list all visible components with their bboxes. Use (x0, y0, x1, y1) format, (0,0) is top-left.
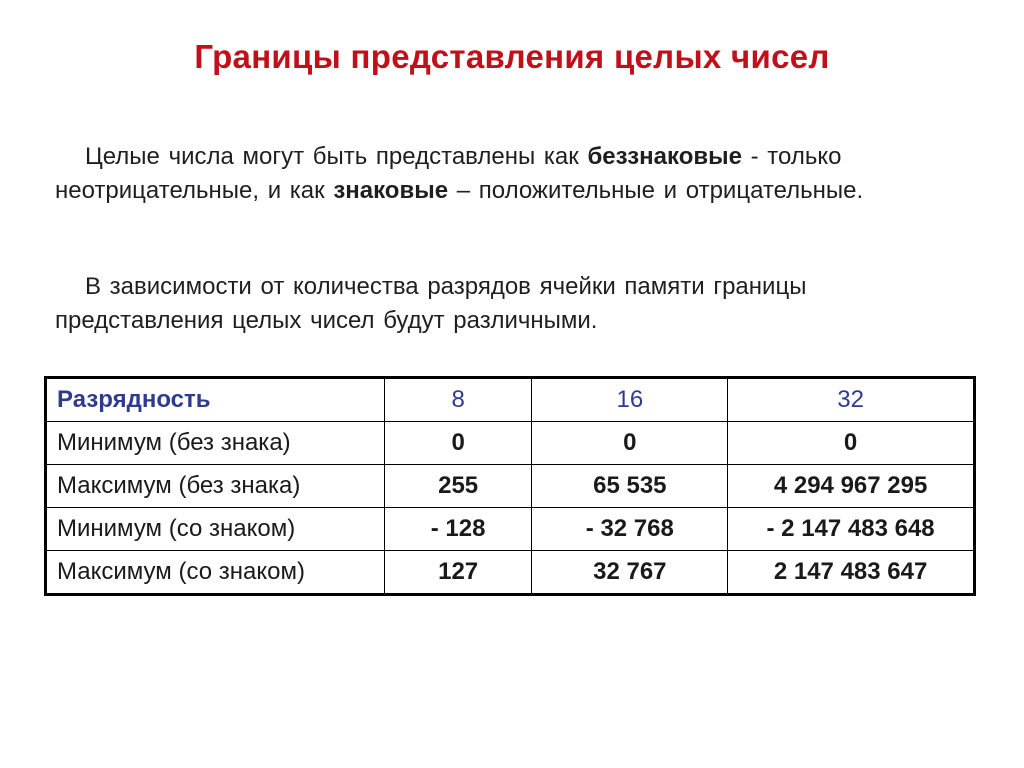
value-cell: 32 767 (532, 551, 728, 595)
bit-depth-paragraph: В зависимости от количества разрядов ячейки памяти границы представления целых чисел будут различными. (55, 273, 807, 334)
intro-text-2: - только неотрицательные, и как (55, 143, 842, 204)
slide-title: Границы представления целых чисел (194, 38, 830, 75)
value-cell: 65 535 (532, 465, 728, 508)
intro-text-3: – положительные и отрицательные. (448, 177, 864, 204)
intro-text-1: Целые числа могут быть представлены как (85, 143, 588, 170)
value-cell: 127 (384, 551, 532, 595)
row-label-cell: Максимум (без знака) (46, 465, 385, 508)
signed-term: знаковые (333, 177, 449, 204)
table-row (46, 465, 975, 508)
value-cell: 255 (384, 465, 532, 508)
value-cell: - 32 768 (532, 508, 728, 551)
integer-limits-table (44, 376, 976, 596)
header-label-cell: Разрядность (46, 378, 385, 422)
table-row (46, 551, 975, 595)
value-cell: 2 147 483 647 (728, 551, 975, 595)
row-label-cell: Максимум (со знаком) (46, 551, 385, 595)
value-cell: 0 (384, 422, 532, 465)
row-label-cell: Минимум (без знака) (46, 422, 385, 465)
row-label-cell: Минимум (со знаком) (46, 508, 385, 551)
value-cell: 4 294 967 295 (728, 465, 975, 508)
value-cell: 0 (532, 422, 728, 465)
unsigned-term: беззнаковые (587, 143, 742, 170)
header-cell-8: 8 (384, 378, 532, 422)
value-cell: - 2 147 483 648 (728, 508, 975, 551)
table-row (46, 422, 975, 465)
table-row (46, 508, 975, 551)
header-cell-16: 16 (532, 378, 728, 422)
value-cell: - 128 (384, 508, 532, 551)
intro-paragraph (55, 140, 935, 208)
header-cell-32: 32 (728, 378, 975, 422)
table-header-row (46, 378, 975, 422)
value-cell: 0 (728, 422, 975, 465)
